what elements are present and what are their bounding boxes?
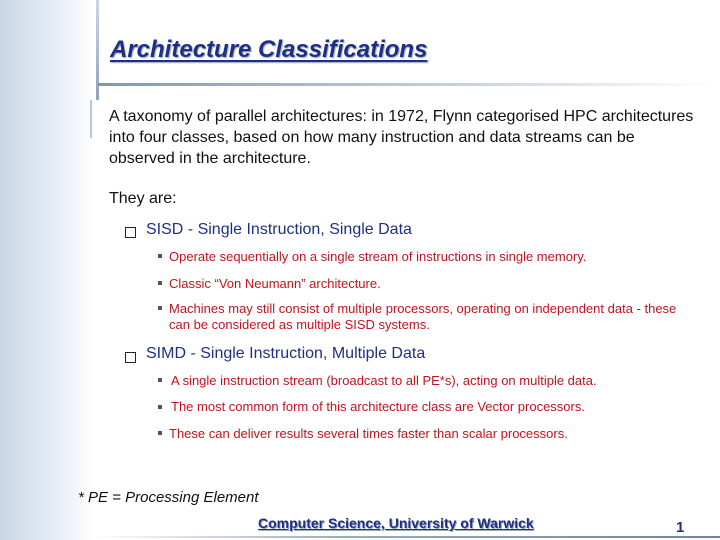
left-gradient-band xyxy=(0,0,96,540)
checkbox-bullet-icon xyxy=(125,352,136,363)
they-are-label: They are: xyxy=(109,190,177,207)
square-bullet-icon xyxy=(158,281,162,285)
square-bullet-icon xyxy=(158,378,162,382)
page-number: 1 xyxy=(676,519,685,536)
square-bullet-icon xyxy=(158,254,162,258)
footer-divider xyxy=(90,536,720,538)
sisd-bullet-1: Operate sequentially on a single stream of instructions in single memory. xyxy=(169,249,587,264)
square-bullet-icon xyxy=(158,431,162,435)
square-bullet-icon xyxy=(158,306,162,310)
intro-paragraph: A taxonomy of parallel architectures: in 1972, Flynn categorised HPC architectures into four classes, based on how many instruction and data streams can be observed in the architecture. xyxy=(109,108,694,167)
simd-heading: SIMD - Single Instruction, Multiple Data xyxy=(146,345,426,362)
vertical-accent-line-lower xyxy=(90,100,92,138)
sisd-heading: SISD - Single Instruction, Single Data xyxy=(146,221,412,238)
sisd-bullet-3: Machines may still consist of multiple processors, operating on independent data - these can be considered as multiple SISD systems. xyxy=(169,301,677,332)
square-bullet-icon xyxy=(158,405,162,409)
checkbox-bullet-icon xyxy=(125,227,136,238)
simd-bullet-1: A single instruction stream (broadcast to all PE*s), acting on multiple data. xyxy=(171,373,597,388)
slide-title: Architecture Classifications xyxy=(110,36,428,63)
footnote: * PE = Processing Element xyxy=(78,489,259,506)
footer-text: Computer Science, University of Warwick xyxy=(258,515,534,531)
simd-bullet-3: These can deliver results several times faster than scalar processors. xyxy=(169,426,568,441)
simd-bullet-2: The most common form of this architecture class are Vector processors. xyxy=(171,399,585,414)
title-divider xyxy=(98,83,720,86)
sisd-bullet-2: Classic “Von Neumann” architecture. xyxy=(169,276,381,291)
